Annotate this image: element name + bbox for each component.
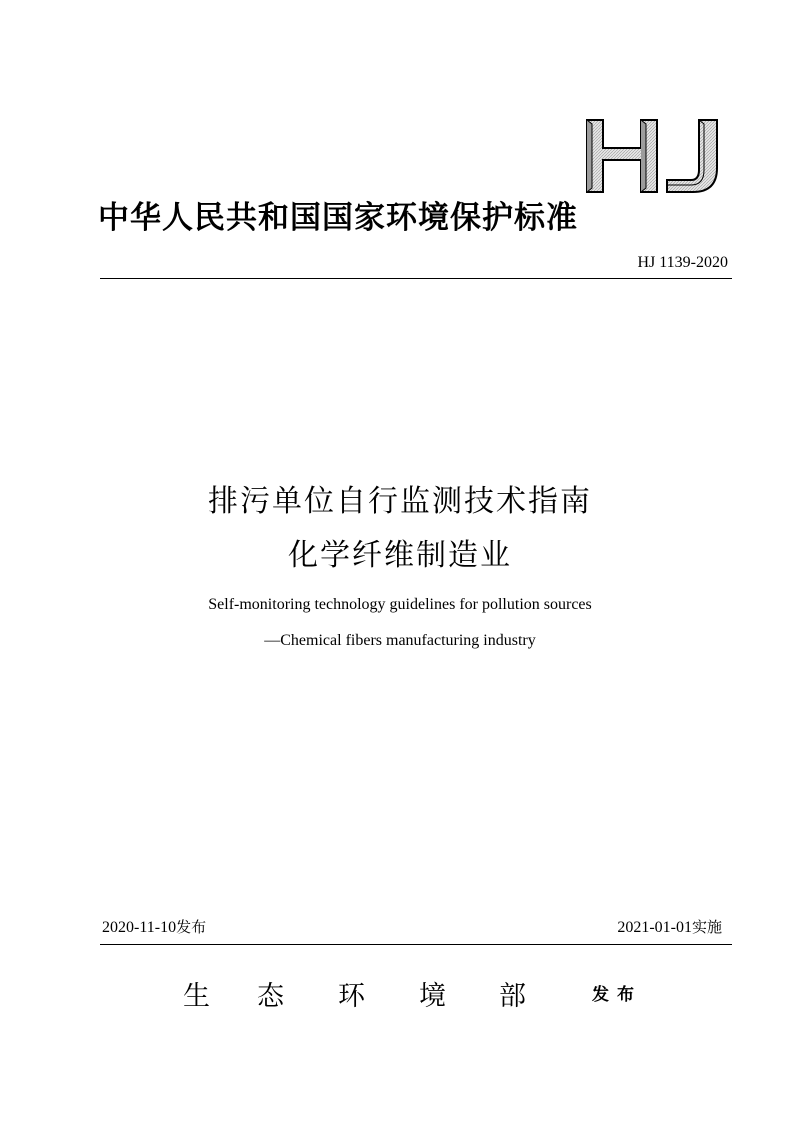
publisher-char-3: 环: [338, 981, 365, 1012]
issue-date-label: [102, 916, 206, 937]
publisher-char-2: 态: [257, 981, 284, 1012]
standard-number: HJ 1139-2020: [637, 254, 728, 271]
issue-suffix: 发布: [176, 918, 207, 936]
publish-action: 发布: [592, 985, 642, 1005]
issue-date: 2020-11-10: [102, 919, 177, 936]
standard-category-title: 中华人民共和国国家环境保护标准: [98, 200, 578, 236]
hj-logo: [583, 118, 723, 194]
effective-date-label: [617, 916, 722, 937]
title-en-line1: Self-monitoring technology guidelines for pollution sources: [208, 596, 592, 613]
effective-suffix: 实施: [691, 918, 722, 936]
effective-date: 2021-01-01: [617, 919, 692, 936]
header-divider: [100, 278, 732, 279]
publisher-char-4: 境: [419, 981, 446, 1012]
footer-divider: [100, 944, 732, 945]
publisher-char-1: 生: [183, 981, 210, 1012]
title-en-line2: —Chemical fibers manufacturing industry: [264, 632, 536, 649]
title-cn-line2: 化学纤维制造业: [288, 538, 512, 573]
publisher-char-5: 部: [499, 981, 526, 1012]
title-cn-line1: 排污单位自行监测技术指南: [208, 484, 592, 519]
